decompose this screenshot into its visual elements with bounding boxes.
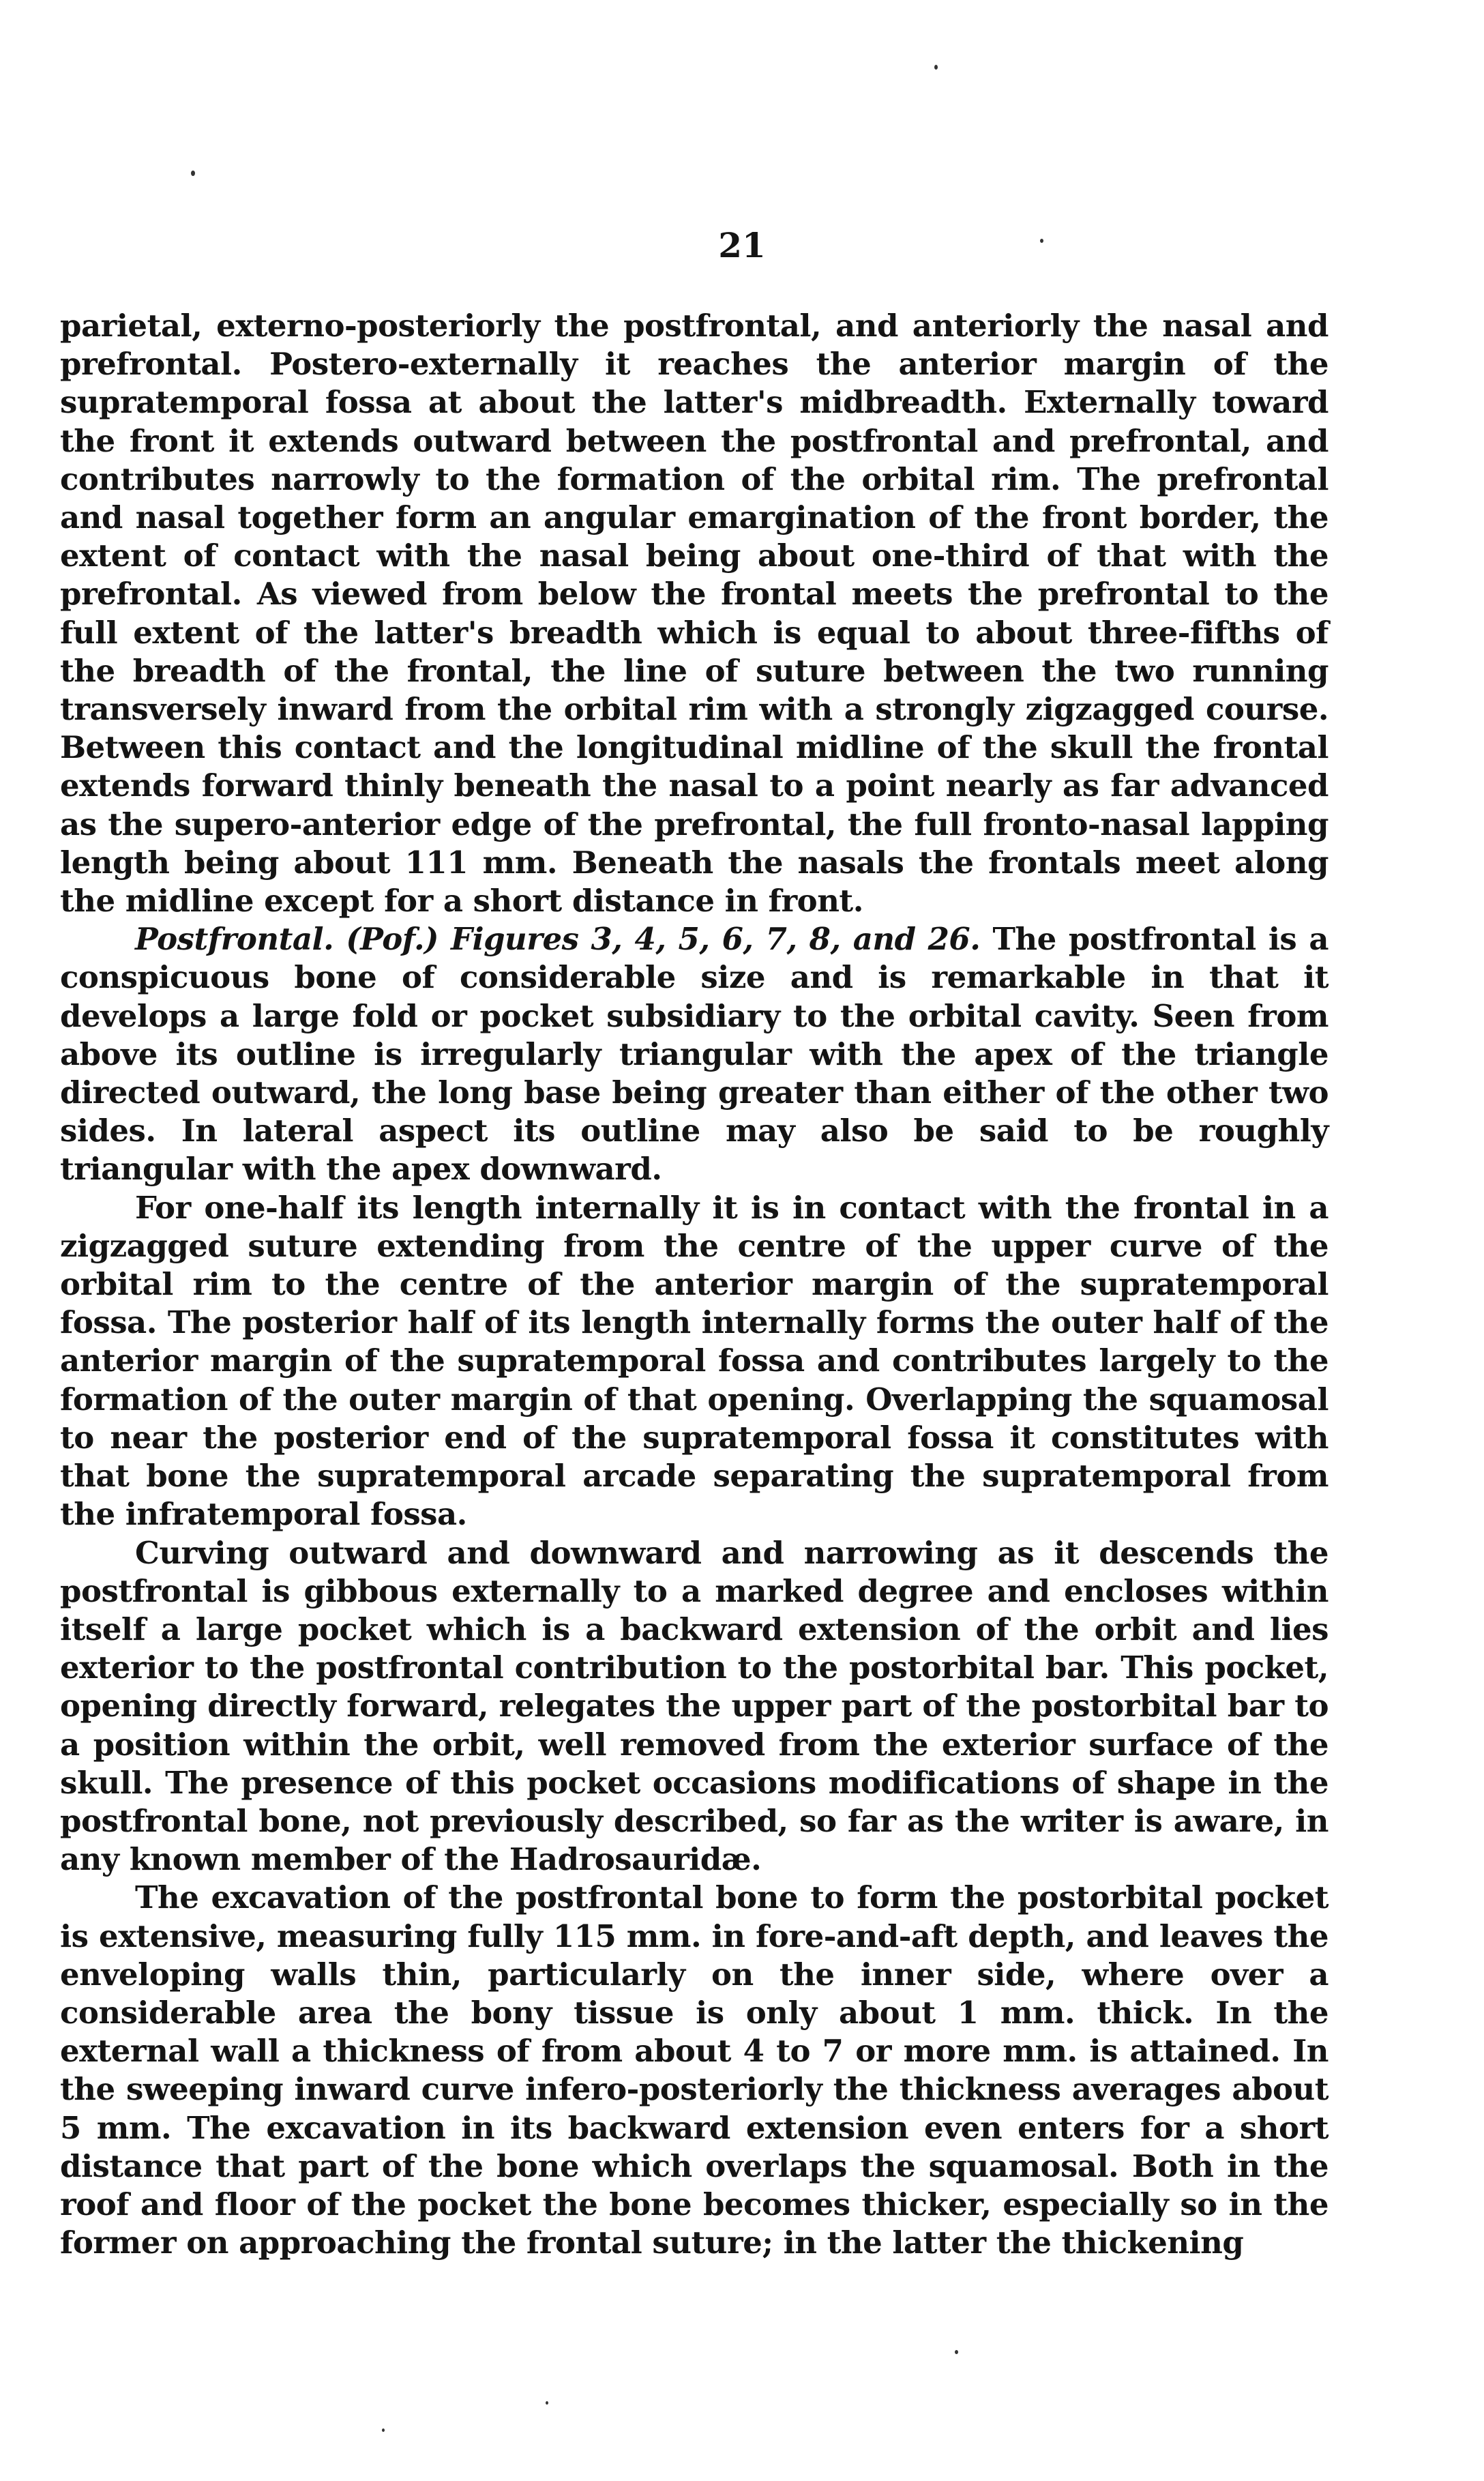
scan-speck: [934, 65, 938, 70]
scan-speck: [1040, 239, 1043, 243]
scan-speck: [546, 2401, 548, 2405]
scan-speck: [191, 171, 195, 176]
paragraph-postorbital-pocket: Curving outward and downward and narrowing as it descends the postfrontal is gibbous externally to a marked degree and encloses within itself a large pocket which is a backward extension of the orbit and lies exterior to the postfrontal contribution to the postorbital bar. This pocket, opening directly forward, relegates the upper part of the postorbital bar to a position within the orbit, well removed from the exterior surface of the skull. The presence of this pocket occasions modifications of shape in the postfrontal bone, not previously described, so far as the writer is aware, in any known member of the Hadrosauridæ.: [60, 1534, 1329, 1878]
body-text: [60, 307, 1329, 2262]
postfrontal-heading: Postfrontal. (Pof.) Figures 3, 4, 5, 6, 7, 8, and 26.: [135, 921, 981, 958]
paragraph-postfrontal-intro: [60, 920, 1329, 1188]
scan-speck: [955, 2350, 958, 2354]
postfrontal-intro-text: The postfrontal is a conspicuous bone of considerable size and is remarkable in that it develops a large fold or pocket subsidiary to the orbital cavity. Seen from above its outline is irregularly triangular with the apex of the triangle directed outward, the long base being greater than either of the other two sides. In lateral aspect its outline may also be said to be roughly triangular with the apex downward.: [60, 921, 1329, 1188]
scan-speck: [382, 2428, 385, 2432]
paragraph-frontal-contact: For one-half its length internally it is in contact with the frontal in a zigzagged suture extending from the centre of the upper curve of the orbital rim to the centre of the anterior margin of the supratemporal fossa. The posterior half of its length internally forms the outer half of the anterior margin of the supratemporal fossa and contributes largely to the formation of the outer margin of that opening. Overlapping the squamosal to near the posterior end of the supratemporal fossa it constitutes with that bone the supratemporal arcade separating the supratemporal from the infratemporal fossa.: [60, 1189, 1329, 1533]
page-number: 21: [718, 225, 766, 265]
paragraph-excavation: The excavation of the postfrontal bone to form the postorbital pocket is extensive, measuring fully 115 mm. in fore-and-aft depth, and leaves the enveloping walls thin, particularly on the inner side, where over a considerable area the bony tissue is only about 1 mm. thick. In the external wall a thickness of from about 4 to 7 or more mm. is attained. In the sweeping inward curve infero-posteriorly the thickness averages about 5 mm. The excavation in its backward extension even enters for a short distance that part of the bone which overlaps the squamosal. Both in the roof and floor of the pocket the bone becomes thicker, especially so in the former on approaching the frontal suture; in the latter the thickening: [60, 1879, 1329, 2261]
paragraph-frontal-continued: parietal, externo-posteriorly the postfrontal, and anteriorly the nasal and prefrontal. Postero-externally it reaches the anterior margin of the supratemporal fossa at about the latter's midbreadth. Externally toward the front it extends outward between the postfrontal and prefrontal, and contributes narrowly to the formation of the orbital rim. The prefrontal and nasal together form an angular emargination of the front border, the extent of contact with the nasal being about one-third of that with the prefrontal. As viewed from below the frontal meets the prefrontal to the full extent of the latter's breadth which is equal to about three-fifths of the breadth of the frontal, the line of suture between the two running transversely inward from the orbital rim with a strongly zigzagged course. Between this contact and the longitudinal midline of the skull the frontal extends forward thinly beneath the nasal to a point nearly as far advanced as the supero-anterior edge of the prefrontal, the full fronto-nasal lapping length being about 111 mm. Beneath the nasals the frontals meet along the midline except for a short distance in front.: [60, 308, 1329, 920]
